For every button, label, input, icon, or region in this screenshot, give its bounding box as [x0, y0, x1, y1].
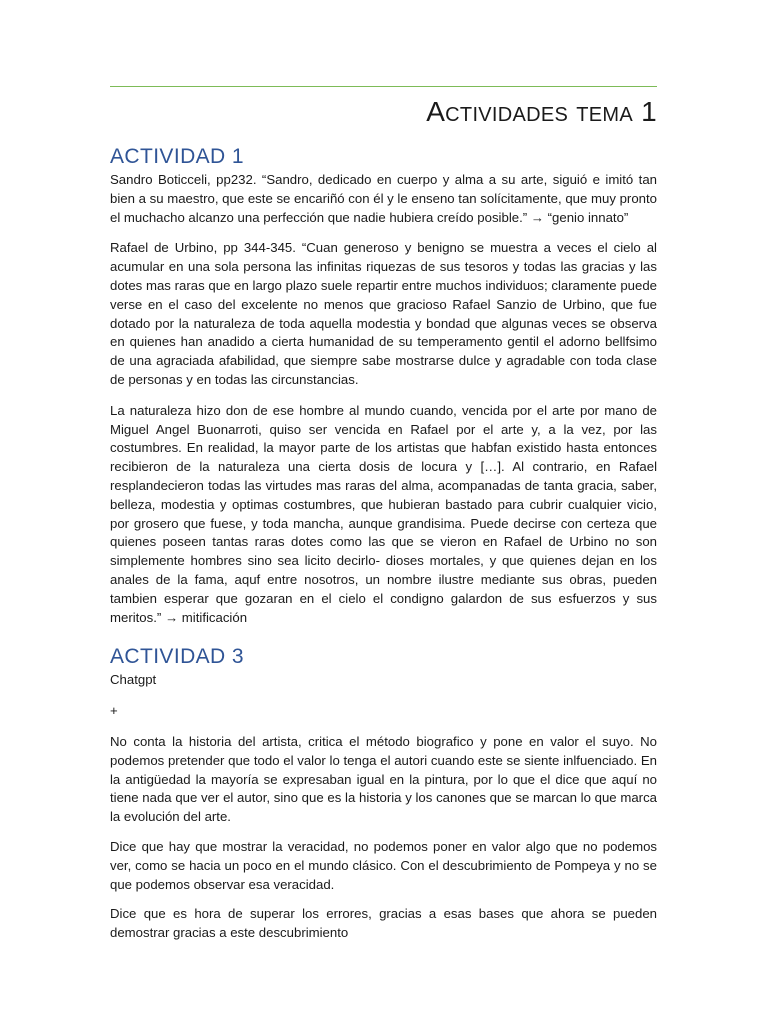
document-page — [110, 86, 657, 943]
section-heading-actividad-3: ACTIVIDAD 3 — [110, 645, 244, 669]
paragraph-metodo-biografico: No conta la historia del artista, critica el método biografico y pone en valor el suyo. No podemos pretender que todo el valor lo tenga el autori cuando este se siente inlfuenciado. En la antigüedad la mayoría se expresaban igual en la pintura, por lo que el dice que aquí no tiene nada que ver el autor, sino que es la historia y los canones que se marcan lo que marca la evolución del arte. — [110, 733, 657, 825]
plus-marker: + — [110, 703, 118, 719]
title-rule — [110, 86, 657, 87]
paragraph-naturaleza: La naturaleza hizo don de ese hombre al mundo cuando, vencida por el arte por mano de Miguel Angel Buonarroti, quiso ser vencida en Rafael por el arte y, a la vez, por las costumbres. En realidad, la mayor parte de los artistas que habfan existido hasta entonces recibieron de la naturaleza una cierta dosis de locura y […]. Al contrario, en Rafael resplandecieron todas las virtudes mas raras del alma, acompanadas de tanta gracia, saber, belleza, modestia y optimas costumbres, que hubieran bastado para cubrir cualquier vicio, por grosero que fuese, y toda mancha, aunque grandisima. Puede decirse con certeza que quienes poseen tantas raras dotes como las que se vieron en Rafael de Urbino no son simplemente hombres sino sea licito decirlo- dioses mortales, y que quienes dejan en los anales de la fama, aquf entre nosotros, un nombre ilustre mediante sus obras, pueden tambien esperar que gozaran en el cielo el condigno galardon de sus esfuerzos y sus meritos.” → mitificación — [110, 402, 657, 625]
section-heading-actividad-1: ACTIVIDAD 1 — [110, 145, 244, 168]
paragraph-boticelli: Sandro Boticceli, pp232. “Sandro, dedicado en cuerpo y alma a su arte, siguió e imitó tan bien a su maestro, que este se encariñó con él y le enseno tan solícitamente, que muy pronto el muchacho alcanzo una perfección que nadie hubiera creído posible.” → “genio innato” — [110, 172, 657, 225]
paragraph-superar-errores: Dice que es hora de superar los errores, gracias a esas bases que ahora se pueden demostrar gracias a este descubrimiento — [110, 906, 657, 941]
subline-chatgpt: Chatgpt — [110, 672, 157, 688]
document-title: Actividades tema 1 — [426, 96, 657, 127]
paragraph-veracidad: Dice que hay que mostrar la veracidad, no podemos poner en valor algo que no podemos ver, como se hacia un poco en el mundo clásico. Con el descubrimiento de Pompeya y no se que podemos observar esa veracidad. — [110, 838, 657, 892]
paragraph-rafael: Rafael de Urbino, pp 344-345. “Cuan generoso y benigno se muestra a veces el cielo al acumular en una sola persona las infinitas riquezas de sus tesoros y todas las gracias y las dotes mas raras que en largo plazo suele repartir entre muchos individuos; claramente puede verse en el caso del excelente no menos que gracioso Rafael Sanzio de Urbino, que fue dotado por la naturaleza de toda aquella modestia y bondad que algunas veces se observa en quienes han anadido a cierta humanidad de su temperamento gentil el adorno bellfsimo de una agraciada afabilidad, que siempre sabe mostrarse dulce y agradable con toda clase de personas y en todas las circunstancias. — [110, 240, 657, 387]
